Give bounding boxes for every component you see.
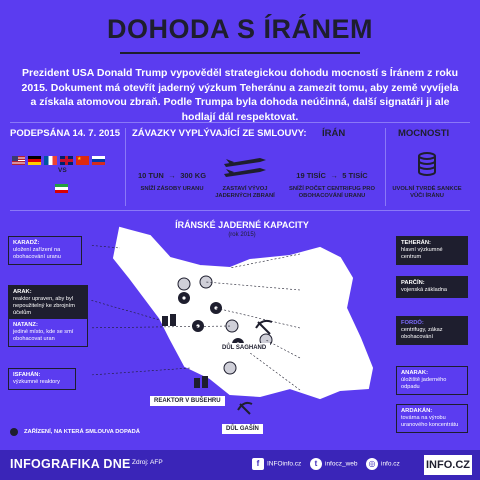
label-anarak: [396, 366, 468, 395]
facility-name: ARAK:: [13, 289, 32, 295]
uranium-reduction: [134, 165, 210, 183]
centrifuge-from-value: 19 TISÍC: [296, 171, 326, 180]
facility-name: FORDÓ:: [401, 320, 424, 326]
centrifuge-to-value: 5 TISÍC: [342, 171, 368, 180]
map-heading: ÍRÁNSKÉ JADERNÉ KAPACITY: [175, 220, 309, 230]
facility-name: ISFAHÁN:: [13, 372, 41, 378]
arrow-icon: →: [330, 171, 338, 180]
facility-desc: úložiště jaderného odpadu: [401, 377, 447, 390]
page-title: DOHODA S ÍRÁNEM: [106, 14, 373, 44]
divider: [10, 122, 470, 123]
obligations-heading: ZÁVAZKY VYPLÝVAJÍCÍ ZE SMLOUVY:: [132, 128, 307, 139]
facility-name: TEHERÁN:: [401, 240, 431, 246]
facility-desc: továrna na výrobu uranového koncentrátu: [401, 415, 459, 428]
legend-dot-icon: [10, 428, 18, 436]
twitter-link[interactable]: [310, 458, 358, 470]
weapons-caption: ZASTAVÍ VÝVOJ JADERNÝCH ZBRANÍ: [215, 186, 275, 199]
facility-name: ARDAKÁN:: [401, 408, 433, 414]
footer-brand: INFOGRAFIKA DNE: [10, 457, 131, 471]
china-flag: ★: [76, 156, 89, 165]
russia-flag: [92, 156, 105, 165]
facility-desc: uložení zařízení na obohacování uranu: [13, 247, 61, 260]
map-subheading: (rok 2015): [228, 232, 256, 238]
instagram-link[interactable]: [366, 458, 400, 470]
map-legend: ZAŘÍZENÍ, NA KTERÁ SMLOUVA DOPADÁ: [24, 429, 140, 435]
versus-label: VS: [58, 167, 67, 174]
iran-map: [90, 218, 390, 438]
label-fordo: [396, 316, 468, 345]
label-teheran: [396, 236, 468, 265]
missile-icon: [220, 152, 270, 184]
facility-desc: jediné místo, kde se smí obohacovat uran: [13, 329, 74, 342]
divider: [385, 128, 386, 206]
facility-name: KARADŽ:: [13, 240, 40, 246]
instagram-icon: ◎: [366, 458, 378, 470]
facebook-icon: f: [252, 458, 264, 470]
facebook-handle: INFOinfo.cz: [267, 460, 302, 468]
twitter-icon: t: [310, 458, 322, 470]
label-arak: [8, 285, 88, 321]
facility-name: PARČÍN:: [401, 280, 425, 286]
signed-heading: PODEPSÁNA 14. 7. 2015: [10, 128, 121, 139]
facility-name: NATANZ:: [13, 322, 38, 328]
facility-desc: hlavní výzkumné centrum: [401, 247, 443, 260]
label-karadz: [8, 236, 82, 265]
france-flag: [44, 156, 57, 165]
facebook-link[interactable]: [252, 458, 301, 470]
uk-flag: [60, 156, 73, 165]
divider: [10, 210, 470, 211]
centrifuge-reduction: [286, 165, 378, 183]
source-text: Zdroj: AFP: [132, 459, 163, 466]
intro-text: Prezident USA Donald Trump vypověděl strategickou dohodu mocností s Íránem z roku 2015. Dokument má otevřít jaderný výzkum Teheránu a zamezit tomu, aby země vyvíjela a získala atomovou zbraň. Podle Trumpa byla dohoda neúčinná, další signatáři ji ale hodlají dál respektovat.: [21, 67, 459, 123]
instagram-handle: info.cz: [381, 460, 400, 468]
uranium-from-value: 10 TUN: [137, 171, 164, 180]
facility-desc: vojenská základna: [401, 287, 448, 293]
facility-desc: výzkumné reaktory: [13, 379, 60, 385]
us-flag: [12, 156, 25, 165]
label-ardakan: [396, 404, 468, 433]
iran-heading: ÍRÁN: [322, 128, 346, 139]
iran-flag: [55, 184, 68, 193]
centrifuge-caption: SNÍŽÍ POČET CENTRIFUG PRO OBOHACOVÁNÍ URANU: [289, 186, 375, 199]
sanctions-caption: UVOLNÍ TVRDÉ SANKCE VŮČI ÍRÁNU: [392, 186, 462, 199]
arrow-icon: →: [168, 171, 176, 180]
germany-flag: [28, 156, 41, 165]
uranium-to-value: 300 KG: [180, 171, 207, 180]
divider: [125, 128, 126, 206]
info-cz-logo[interactable]: INFO.CZ: [424, 455, 472, 475]
facility-name: ANARAK:: [401, 370, 429, 376]
powers-heading: MOCNOSTI: [398, 128, 450, 139]
coins-icon: [416, 150, 438, 178]
uranium-caption: SNÍŽÍ ZÁSOBY URANU: [140, 186, 204, 192]
label-isfahan: [8, 368, 76, 390]
title-underline: [120, 52, 360, 54]
label-parcin: [396, 276, 468, 298]
facility-desc: centrifugy, zákaz obohacování: [401, 327, 443, 340]
signatory-flags: [12, 152, 122, 170]
twitter-handle: infocz_web: [325, 460, 358, 468]
facility-desc: reaktor upraven, aby byl nepoužitelný ke zbrojním účelům: [13, 296, 75, 316]
iran-flag-wrap: [55, 180, 71, 198]
mine-gasin-label: DŮL GAŠÍN: [222, 424, 263, 434]
mine-saghand-label: DŮL SAGHAND: [218, 343, 270, 353]
reactor-bushehr-label: REAKTOR V BUŠEHRU: [150, 396, 225, 406]
label-natanz: [8, 318, 88, 347]
